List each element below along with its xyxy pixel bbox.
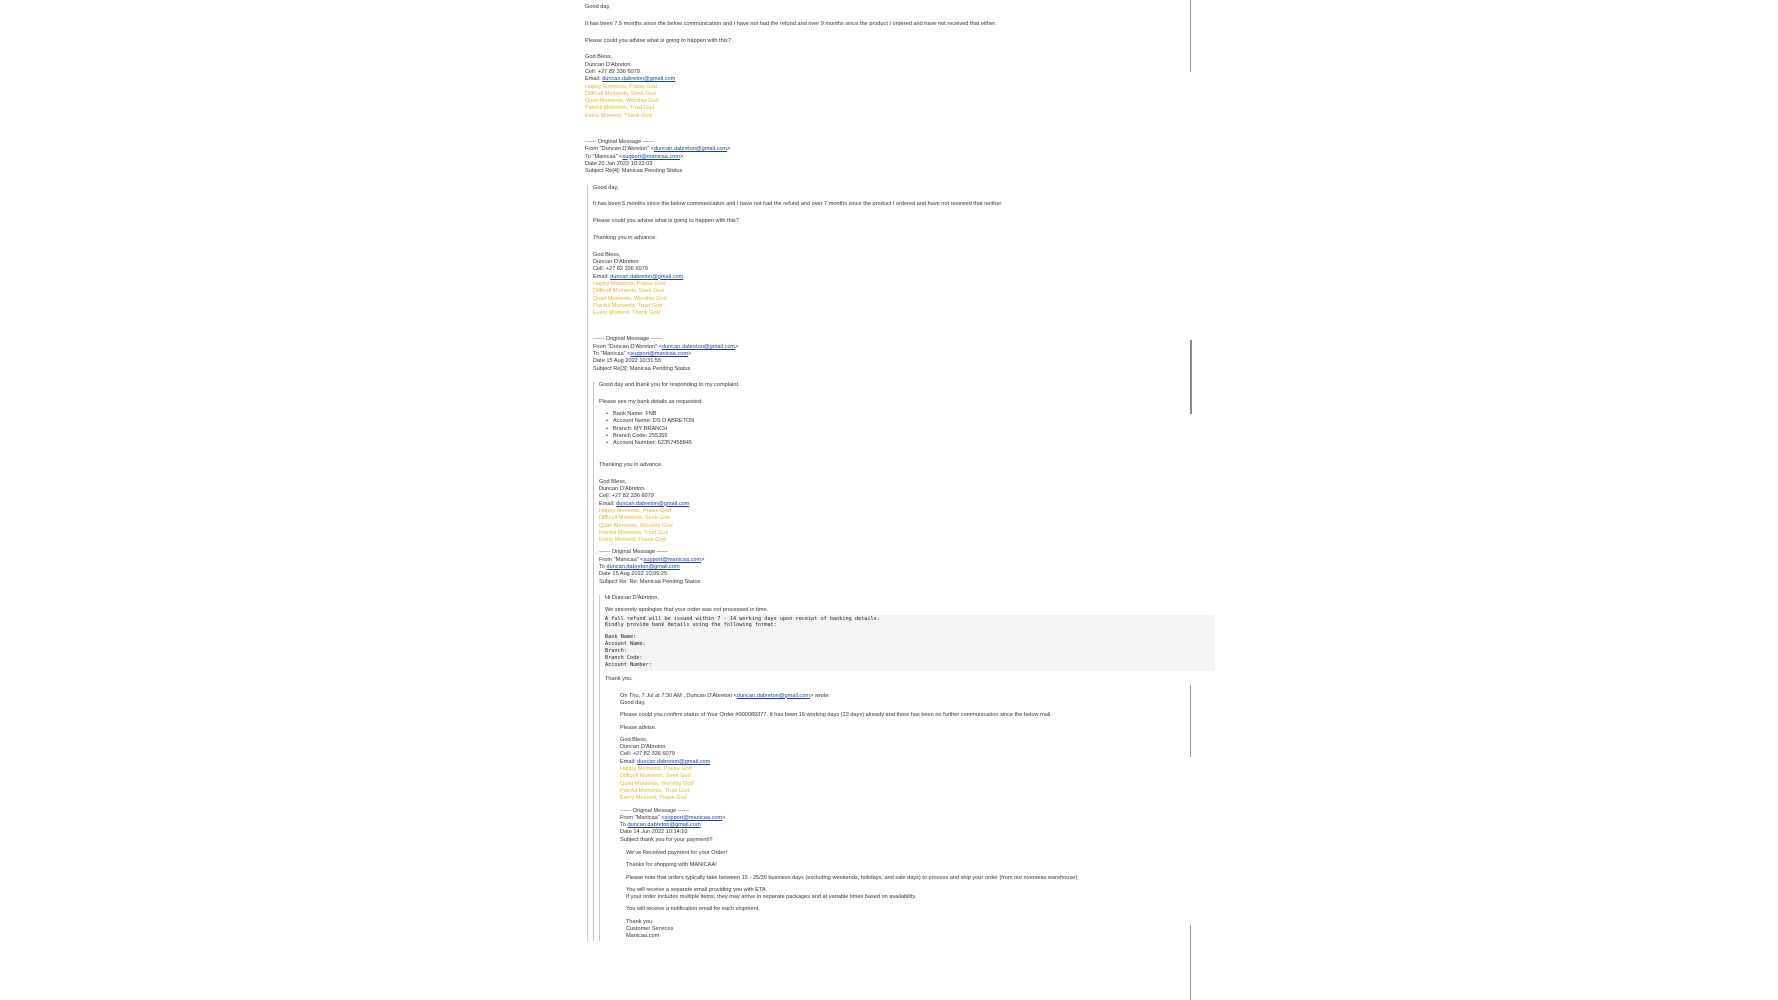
signature-email-line bbox=[593, 274, 1195, 281]
list-item: • Account Name: DS D ABRETON bbox=[613, 418, 1195, 425]
list-item: • Branch: MY BRANCH bbox=[613, 426, 1195, 433]
header-date: Date 20 Jan 2023 10:22:03 bbox=[585, 160, 653, 167]
wrote-email-link[interactable]: duncan.dabreton@gmail.com bbox=[736, 692, 810, 699]
notification-line: You will receive a notification email for each shipment. bbox=[626, 906, 760, 913]
to-suffix: > bbox=[680, 153, 684, 160]
from-prefix: From "Duncan D'Abreton" < bbox=[593, 343, 662, 350]
header-date: Date 14 Jun 2022 10:14:10 bbox=[620, 829, 688, 836]
quote-line: Quiet Moments, Worship God bbox=[593, 295, 667, 302]
original-message-separator: ------ Original Message ------ bbox=[599, 549, 668, 556]
list-item: • Bank Name: FNB bbox=[613, 411, 1195, 418]
message-body: It has been 7.5 months since the below communication and I have not had the refund and over 9 months since the product I ordered and have not received that either. bbox=[585, 20, 997, 27]
signature-cell: Cell: +27 82 336 6079 bbox=[585, 68, 640, 75]
from-prefix: From "Manicaa" < bbox=[620, 814, 665, 821]
eta-line: You will receive a separate email providing you with ETA. bbox=[626, 886, 768, 893]
message-1 bbox=[585, 0, 1195, 176]
from-suffix: > bbox=[735, 343, 739, 350]
signature-bless: God Bless, bbox=[585, 54, 613, 61]
email-link[interactable]: duncan.dabreton@gmail.com bbox=[616, 500, 690, 507]
from-email-link[interactable]: duncan.dabreton@gmail.com bbox=[661, 343, 736, 350]
signature-email-line bbox=[599, 501, 1195, 508]
signature-bless: God Bless, bbox=[593, 251, 621, 258]
from-email-link[interactable]: duncan.dabreton@gmail.com bbox=[653, 146, 728, 153]
email-label: Email: bbox=[593, 273, 611, 280]
original-message-header bbox=[620, 808, 1195, 844]
from-suffix: > bbox=[701, 556, 705, 563]
original-message-header bbox=[585, 139, 1195, 175]
original-message-header bbox=[593, 336, 1195, 372]
signature bbox=[620, 737, 1195, 803]
from-suffix: > bbox=[722, 814, 726, 821]
quote-line: Difficult Moments, Seek God bbox=[585, 90, 656, 97]
quote-line: Every Moment, Thank God bbox=[593, 310, 660, 317]
quote-line: Happy Moments, Praise God bbox=[599, 507, 671, 514]
from-prefix: From "Manicaa" < bbox=[599, 556, 644, 563]
quote-line: Difficult Moments, Seek God bbox=[620, 773, 691, 780]
apology-line: We sincerely apologize that your order was not processed in time. bbox=[605, 607, 769, 614]
wrote-suffix: > wrote: bbox=[809, 692, 831, 699]
from-suffix: > bbox=[727, 146, 731, 153]
closing-line: Manicaa.com bbox=[626, 933, 660, 940]
quote-line: Painful Moments, Trust God bbox=[585, 105, 655, 112]
quote-line: Every Moment, Thank God bbox=[620, 795, 687, 802]
refund-line: A full refund will be issued within 7 - 14 working days upon receipt of banking details. bbox=[605, 615, 880, 622]
message-6 bbox=[626, 850, 1195, 941]
header-subject: Subject Re[3]: Manicaa Pending Status bbox=[593, 365, 691, 372]
quote-line: Happy Moments, Praise God bbox=[585, 83, 657, 90]
format-line: Kindly provide bank details using the following format: bbox=[605, 622, 777, 629]
thanks-line: Thank you. bbox=[605, 675, 633, 682]
format-field: Account Name: bbox=[605, 641, 646, 648]
quote-line: Painful Moments, Trust God bbox=[593, 302, 663, 309]
to-prefix: To bbox=[620, 822, 628, 829]
header-to bbox=[599, 564, 1195, 571]
message-body: Please could you confirm status of Your Order #000089377. It has been 16 working days (23 days) already and there has been no further communication since the below mail. bbox=[620, 712, 1052, 719]
to-email-link[interactable]: support@manicaa.com bbox=[630, 351, 689, 357]
to-suffix: > bbox=[688, 351, 692, 357]
email-link[interactable]: duncan.dabreton@gmail.com bbox=[610, 273, 684, 280]
to-prefix: To "Manicaa" < bbox=[593, 351, 631, 357]
signature-bless: God Bless, bbox=[620, 736, 648, 743]
message-question: Please could you advise what is going to happen with this? bbox=[585, 37, 731, 44]
signature-name: Duncan D'Abreton bbox=[585, 61, 631, 68]
message-3 bbox=[593, 382, 1195, 941]
greeting: Hi Duncan D'Abreton, bbox=[605, 594, 659, 601]
message-2 bbox=[587, 185, 1195, 941]
to-email-link[interactable]: support@manicaa.com bbox=[622, 153, 681, 160]
to-email-link[interactable]: duncan.dabreton@gmail.com bbox=[606, 564, 680, 571]
signature-bless: God Bless, bbox=[599, 478, 627, 485]
quote-line: Quiet Moments, Worship God bbox=[599, 522, 673, 529]
signature-name: Duncan D'Abreton bbox=[599, 486, 645, 493]
to-email-link[interactable]: duncan.dabreton@gmail.com bbox=[627, 822, 701, 829]
signature-name: Duncan D'Abreton bbox=[620, 744, 666, 751]
header-from bbox=[599, 557, 1195, 564]
bank-intro: Please see my bank details as requested: bbox=[599, 398, 703, 405]
email-thread bbox=[585, 0, 1195, 1000]
message-4 bbox=[599, 595, 1195, 941]
header-from bbox=[593, 344, 1195, 351]
original-message-separator: ------ Original Message ------ bbox=[620, 807, 689, 814]
greeting: Good day, bbox=[585, 4, 611, 10]
multiple-items-line: If your order includes multiple items, they may arrive in separate packages and at variable times based on availability. bbox=[626, 894, 917, 901]
signature-cell: Cell: +27 82 336 6079 bbox=[593, 266, 648, 273]
quote-line: Quiet Moments, Worship God bbox=[620, 780, 694, 787]
greeting: Good day and thank you for responding to my complaint. bbox=[599, 381, 740, 388]
bank-format-box bbox=[605, 615, 1215, 671]
header-to bbox=[585, 154, 1195, 161]
email-link[interactable]: duncan.dabreton@gmail.com bbox=[637, 758, 711, 765]
signature-email-line bbox=[585, 76, 1195, 83]
format-field: Bank Name: bbox=[605, 634, 637, 641]
from-email-link[interactable]: support@manicaa.com bbox=[664, 814, 723, 821]
wrote-line bbox=[620, 693, 1195, 700]
header-subject: Subject thank you for your payment!!! bbox=[620, 836, 713, 843]
original-message-header bbox=[599, 549, 1195, 585]
header-to bbox=[620, 822, 1195, 829]
list-item: • Branch Code: 255355 bbox=[613, 433, 1195, 440]
to-prefix: To "Manicaa" < bbox=[585, 153, 623, 160]
wrote-prefix: On Thu, 7 Jul at 7:30 AM , Duncan D'Abreton < bbox=[620, 692, 737, 699]
to-prefix: To bbox=[599, 564, 607, 571]
thanks-line: Thanking you in advance. bbox=[593, 234, 657, 241]
header-date: Date 15 Aug 2022 10:31:55 bbox=[593, 358, 662, 365]
original-message-separator: ------ Original Message ------ bbox=[593, 336, 662, 343]
header-from bbox=[585, 146, 1195, 153]
quote-line: Difficult Moments, Seek God bbox=[599, 515, 670, 522]
signature-name: Duncan D'Abreton bbox=[593, 259, 639, 266]
format-field: Branch: bbox=[605, 648, 627, 655]
from-prefix: From "Duncan D'Abreton" < bbox=[585, 146, 654, 153]
advise-line: Please advise. bbox=[620, 724, 657, 731]
processing-note: Please note that orders typically take between 15 - 25/30 business days (excluding weekends, holidays, and sale days) to process and ship your order (from our overseas warehouse). bbox=[626, 874, 1079, 881]
email-label: Email: bbox=[620, 758, 638, 765]
from-email-link[interactable]: support@manicaa.com bbox=[643, 556, 702, 563]
closing-line: Customer Services bbox=[626, 926, 674, 933]
header-subject: Subject Re: Re: Manicaa Pending Status bbox=[599, 578, 701, 585]
quote-line: Quiet Moments, Worship God bbox=[585, 98, 659, 105]
shopping-line: Thanks for shopping with MANICAA! bbox=[626, 862, 717, 869]
quote-line: Every Moment, Thank God bbox=[599, 537, 666, 544]
list-item: • Account Number: 62357458845 bbox=[613, 440, 1195, 447]
header-date: Date 15 Aug 2022 10:06:25 bbox=[599, 571, 668, 578]
message-5 bbox=[620, 693, 1195, 941]
format-field: Account Number: bbox=[605, 661, 652, 668]
signature-cell: Cell: +27 82 336 6079 bbox=[599, 493, 654, 500]
greeting: Good day, bbox=[620, 699, 646, 706]
quote-line: Painful Moments, Trust God bbox=[620, 787, 690, 794]
email-link[interactable]: duncan.dabreton@gmail.com bbox=[602, 76, 676, 83]
email-label: Email: bbox=[585, 76, 603, 83]
signature-cell: Cell: +27 82 336 6079 bbox=[620, 751, 675, 758]
header-to bbox=[593, 351, 1195, 358]
original-message-separator: ------ Original Message ------ bbox=[585, 139, 654, 146]
email-label: Email: bbox=[599, 500, 617, 507]
header-subject: Subject Re[4]: Manicaa Pending Status bbox=[585, 168, 683, 175]
greeting: Good day, bbox=[593, 184, 619, 191]
quote-line: Happy Moments, Praise God bbox=[620, 766, 692, 773]
quote-line: Painful Moments, Trust God bbox=[599, 529, 669, 536]
signature bbox=[593, 252, 1195, 318]
thanks-line: Thanking you in advance. bbox=[599, 461, 663, 468]
quote-line: Happy Moments, Praise God bbox=[593, 280, 665, 287]
received-line: We've Received payment for your Order! bbox=[626, 850, 728, 856]
quote-line: Every Moment, Thank God bbox=[585, 112, 652, 119]
message-question: Please could you advise what is going to happen with this? bbox=[593, 218, 739, 225]
signature bbox=[599, 479, 1195, 545]
bank-details-list bbox=[599, 411, 1195, 447]
signature bbox=[585, 54, 1195, 120]
quote-line: Difficult Moments, Seek God bbox=[593, 288, 664, 295]
closing-line: Thank you bbox=[626, 918, 653, 925]
signature-email-line bbox=[620, 759, 1195, 766]
header-from bbox=[620, 815, 1195, 822]
message-body: It has been 5 months since the below communication and I have not had the refund and over 7 months since the product I ordered and have not received that neither. bbox=[593, 201, 1003, 208]
format-field: Branch Code: bbox=[605, 655, 643, 662]
